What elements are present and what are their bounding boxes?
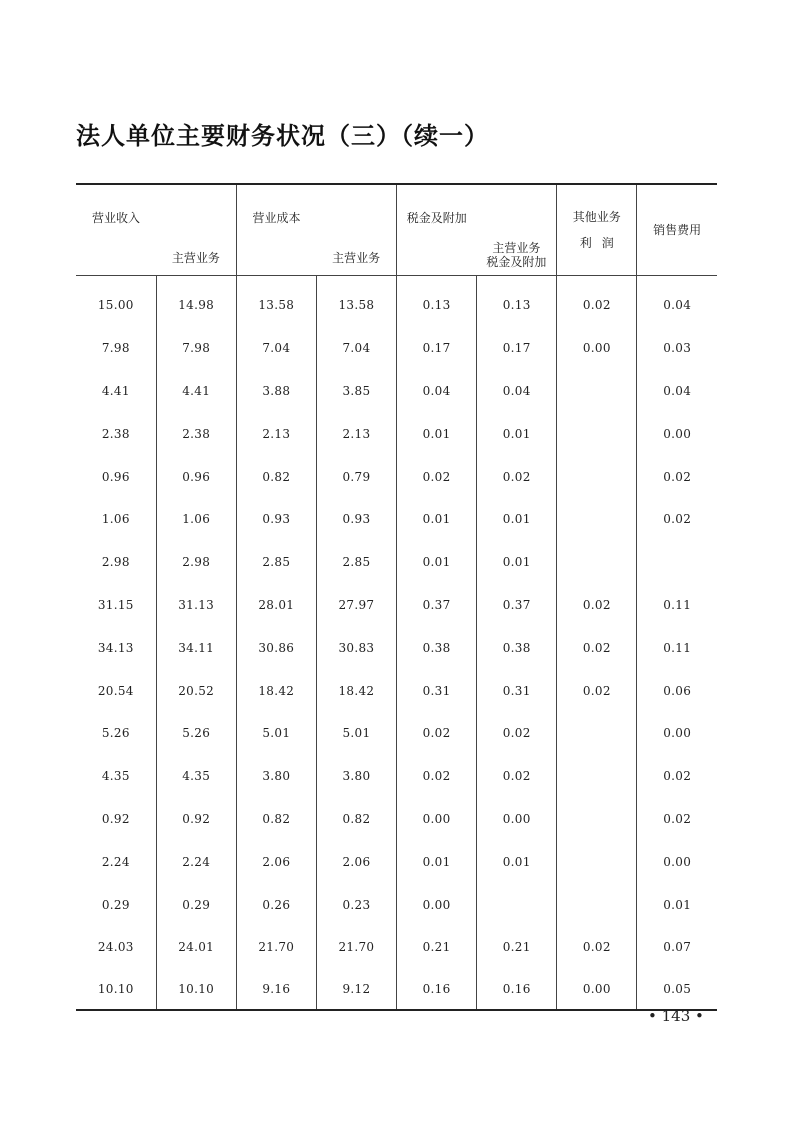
cell-sales-expense: 0.04 — [637, 276, 717, 327]
cell-tax: 0.00 — [397, 883, 477, 926]
cell-sales-expense: 0.11 — [637, 626, 717, 669]
cell-revenue: 2.24 — [101, 854, 130, 869]
cell-sales-expense: 0.05 — [637, 969, 717, 1010]
cell-revenue: 0.29 — [101, 897, 130, 912]
cell-sales-expense: 0.02 — [637, 798, 717, 841]
cell-sales-expense: 0.00 — [637, 840, 717, 883]
cell-tax-main: 0.02 — [477, 712, 557, 755]
cell-revenue: 4.41 — [101, 383, 130, 398]
header-other-profit-line1: 其他业务 — [572, 210, 621, 224]
cell-tax-main: 0.02 — [477, 755, 557, 798]
cell-revenue-main: 4.41 — [156, 370, 236, 413]
cell-sales-expense: 0.00 — [637, 712, 717, 755]
cell-cost: 21.70 — [236, 926, 316, 969]
table-row — [76, 840, 717, 883]
cell-cost: 3.80 — [236, 755, 316, 798]
cell-revenue-main: 0.29 — [156, 883, 236, 926]
header-revenue: 营业收入 — [76, 184, 156, 234]
cell-cost: 13.58 — [236, 276, 316, 327]
cell-tax: 0.02 — [397, 712, 477, 755]
cell-tax-main: 0.37 — [477, 584, 557, 627]
page-number: • 143 • — [648, 1007, 704, 1025]
cell-revenue-main: 1.06 — [156, 498, 236, 541]
cell-revenue-main: 0.92 — [156, 798, 236, 841]
cell-other-profit: 0.00 — [557, 969, 637, 1010]
cell-cost: 9.16 — [236, 969, 316, 1010]
header-sales-expense: 销售费用 — [637, 184, 717, 276]
cell-cost-main: 2.85 — [316, 541, 396, 584]
cell-other-profit — [557, 455, 637, 498]
cell-other-profit — [557, 370, 637, 413]
cell-sales-expense: 0.04 — [637, 370, 717, 413]
cell-revenue-main: 4.35 — [156, 755, 236, 798]
header-revenue-main: 主营业务 — [156, 184, 236, 276]
cell-cost: 0.26 — [236, 883, 316, 926]
cell-cost: 0.93 — [236, 498, 316, 541]
header-tax-main — [477, 184, 557, 276]
cell-sales-expense: 0.03 — [637, 327, 717, 370]
cell-sales-expense: 0.06 — [637, 669, 717, 712]
financial-table-container — [76, 183, 717, 1011]
cell-other-profit — [557, 755, 637, 798]
cell-cost: 28.01 — [236, 584, 316, 627]
cell-other-profit — [557, 883, 637, 926]
table-row — [76, 455, 717, 498]
table-row — [76, 969, 717, 1010]
cell-cost: 3.88 — [236, 370, 316, 413]
cell-sales-expense: 0.02 — [637, 455, 717, 498]
cell-cost-main: 0.93 — [316, 498, 396, 541]
cell-revenue: 4.35 — [101, 769, 130, 784]
table-row — [76, 669, 717, 712]
cell-cost-main: 2.13 — [316, 412, 396, 455]
cell-other-profit — [557, 541, 637, 584]
cell-cost: 2.06 — [236, 840, 316, 883]
cell-tax-main: 0.04 — [477, 370, 557, 413]
header-cost: 营业成本 — [236, 184, 316, 234]
cell-tax: 0.37 — [397, 584, 477, 627]
cell-tax-main: 0.17 — [477, 327, 557, 370]
cell-cost-main: 18.42 — [316, 669, 396, 712]
cell-cost-main: 9.12 — [316, 969, 396, 1010]
cell-tax: 0.01 — [397, 840, 477, 883]
cell-tax: 0.01 — [397, 412, 477, 455]
header-cost-spacer — [236, 234, 316, 276]
cell-cost-main: 0.82 — [316, 798, 396, 841]
header-other-profit-line2: 利润 — [579, 236, 624, 250]
cell-revenue-main: 7.98 — [156, 327, 236, 370]
cell-revenue-main: 5.26 — [156, 712, 236, 755]
cell-revenue-main: 2.98 — [156, 541, 236, 584]
cell-revenue-main: 2.38 — [156, 412, 236, 455]
cell-other-profit: 0.02 — [557, 584, 637, 627]
cell-tax-main: 0.01 — [477, 840, 557, 883]
cell-revenue-main: 10.10 — [156, 969, 236, 1010]
table-row — [76, 412, 717, 455]
cell-cost: 2.13 — [236, 412, 316, 455]
cell-tax: 0.31 — [397, 669, 477, 712]
table-row — [76, 498, 717, 541]
cell-tax-main: 0.13 — [477, 276, 557, 327]
table-row — [76, 370, 717, 413]
table-row — [76, 626, 717, 669]
header-row-top — [76, 184, 717, 234]
cell-tax-main: 0.38 — [477, 626, 557, 669]
cell-sales-expense: 0.11 — [637, 584, 717, 627]
header-other-profit — [557, 184, 637, 276]
cell-tax: 0.21 — [397, 926, 477, 969]
cell-tax: 0.38 — [397, 626, 477, 669]
cell-tax-main: 0.01 — [477, 498, 557, 541]
header-tax-spacer — [397, 234, 477, 276]
cell-other-profit — [557, 498, 637, 541]
table-row — [76, 327, 717, 370]
cell-sales-expense: 0.07 — [637, 926, 717, 969]
cell-revenue-main: 24.01 — [156, 926, 236, 969]
cell-cost: 2.85 — [236, 541, 316, 584]
cell-revenue-main: 2.24 — [156, 840, 236, 883]
cell-tax-main: 0.02 — [477, 455, 557, 498]
cell-cost: 0.82 — [236, 455, 316, 498]
cell-tax-main: 0.21 — [477, 926, 557, 969]
cell-cost-main: 7.04 — [316, 327, 396, 370]
cell-revenue: 0.92 — [101, 811, 130, 826]
cell-sales-expense: 0.00 — [637, 412, 717, 455]
header-tax-main-line1: 主营业务 — [492, 241, 541, 255]
cell-sales-expense — [637, 541, 717, 584]
cell-tax: 0.00 — [397, 798, 477, 841]
cell-other-profit — [557, 840, 637, 883]
table-row — [76, 584, 717, 627]
cell-revenue: 31.15 — [97, 597, 134, 612]
cell-tax-main: 0.16 — [477, 969, 557, 1010]
cell-tax-main: 0.01 — [477, 412, 557, 455]
header-tax-main-line2: 税金及附加 — [486, 255, 547, 269]
table-body — [76, 276, 717, 1010]
cell-cost-main: 30.83 — [316, 626, 396, 669]
cell-cost: 18.42 — [236, 669, 316, 712]
cell-cost: 30.86 — [236, 626, 316, 669]
table-row — [76, 883, 717, 926]
header-revenue-spacer — [76, 234, 156, 276]
financial-table — [76, 183, 717, 1011]
cell-revenue-main: 0.96 — [156, 455, 236, 498]
cell-sales-expense: 0.02 — [637, 498, 717, 541]
cell-tax-main: 0.31 — [477, 669, 557, 712]
cell-tax: 0.01 — [397, 498, 477, 541]
cell-revenue: 1.06 — [101, 512, 130, 527]
cell-cost-main: 13.58 — [316, 276, 396, 327]
cell-sales-expense: 0.02 — [637, 755, 717, 798]
cell-other-profit: 0.02 — [557, 669, 637, 712]
cell-tax: 0.04 — [397, 370, 477, 413]
cell-revenue: 5.26 — [101, 726, 130, 741]
table-row — [76, 541, 717, 584]
cell-tax: 0.16 — [397, 969, 477, 1010]
cell-tax: 0.02 — [397, 755, 477, 798]
cell-tax-main — [477, 883, 557, 926]
cell-cost: 7.04 — [236, 327, 316, 370]
cell-other-profit: 0.02 — [557, 926, 637, 969]
cell-sales-expense: 0.01 — [637, 883, 717, 926]
cell-revenue-main: 34.11 — [156, 626, 236, 669]
cell-other-profit: 0.00 — [557, 327, 637, 370]
cell-revenue: 15.00 — [97, 298, 134, 313]
cell-revenue: 20.54 — [97, 683, 134, 698]
table-row — [76, 755, 717, 798]
header-tax: 税金及附加 — [397, 184, 477, 234]
table-row — [76, 276, 717, 327]
cell-other-profit: 0.02 — [557, 626, 637, 669]
cell-cost-main: 3.85 — [316, 370, 396, 413]
cell-other-profit: 0.02 — [557, 276, 637, 327]
cell-revenue: 2.98 — [101, 555, 130, 570]
page-title: 法人单位主要财务状况（三）（续一） — [76, 122, 489, 150]
table-header — [76, 184, 717, 276]
cell-revenue: 10.10 — [76, 969, 156, 1010]
cell-revenue-main: 31.13 — [156, 584, 236, 627]
cell-cost-main: 21.70 — [316, 926, 396, 969]
cell-revenue-main: 14.98 — [156, 276, 236, 327]
cell-tax: 0.17 — [397, 327, 477, 370]
cell-tax-main: 0.01 — [477, 541, 557, 584]
cell-cost-main: 3.80 — [316, 755, 396, 798]
cell-tax: 0.02 — [397, 455, 477, 498]
cell-tax: 0.01 — [397, 541, 477, 584]
cell-revenue: 0.96 — [101, 469, 130, 484]
cell-cost-main: 5.01 — [316, 712, 396, 755]
cell-other-profit — [557, 712, 637, 755]
table-row — [76, 798, 717, 841]
table-row — [76, 926, 717, 969]
cell-revenue: 34.13 — [97, 640, 134, 655]
cell-revenue: 24.03 — [97, 940, 134, 955]
cell-tax: 0.13 — [397, 276, 477, 327]
cell-revenue-main: 20.52 — [156, 669, 236, 712]
cell-cost-main: 27.97 — [316, 584, 396, 627]
cell-cost-main: 0.23 — [316, 883, 396, 926]
cell-other-profit — [557, 798, 637, 841]
cell-cost: 0.82 — [236, 798, 316, 841]
cell-revenue: 2.38 — [101, 426, 130, 441]
header-cost-main: 主营业务 — [316, 184, 396, 276]
cell-tax-main: 0.00 — [477, 798, 557, 841]
cell-cost: 5.01 — [236, 712, 316, 755]
cell-revenue: 7.98 — [101, 341, 130, 356]
table-row — [76, 712, 717, 755]
cell-cost-main: 2.06 — [316, 840, 396, 883]
cell-other-profit — [557, 412, 637, 455]
cell-cost-main: 0.79 — [316, 455, 396, 498]
